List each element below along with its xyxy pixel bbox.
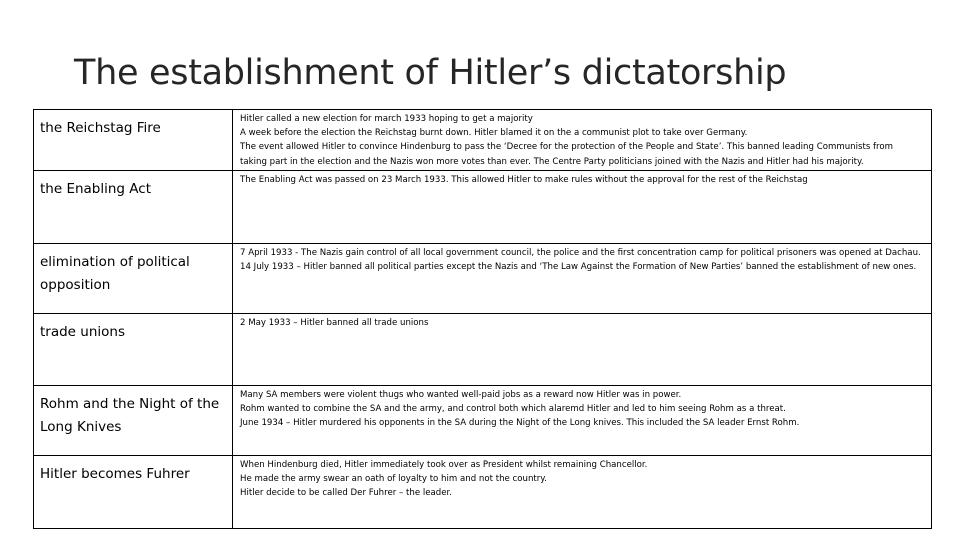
table-row	[34, 456, 932, 529]
detail-line: Many SA members were violent thugs who wanted well-paid jobs as a reward now Hitler was in power.	[240, 390, 682, 400]
slide-title: The establishment of Hitler’s dictatorship	[74, 53, 787, 93]
detail-cell	[233, 456, 932, 529]
detail-cell	[233, 314, 932, 386]
detail-line: Rohm wanted to combine the SA and the army, and control both which alaremd Hitler and led to him seeing Rohm as a threat.	[240, 404, 786, 415]
detail-line: When Hindenburg died, Hitler immediately took over as President whilst remaining Chancellor.	[240, 460, 648, 470]
topic-cell: Rohm and the Night of the Long Knives	[34, 386, 233, 456]
detail-cell	[233, 171, 932, 244]
notes-table-body	[34, 110, 932, 529]
detail-line: June 1934 – Hitler murdered his opponents in the SA during the Night of the Long knives. This included the SA leader Ernst Rohm.	[240, 418, 800, 429]
table-row	[34, 171, 932, 244]
topic-cell: the Reichstag Fire	[34, 110, 233, 171]
detail-cell	[233, 386, 932, 456]
detail-line: He made the army swear an oath of loyalty to him and not the country.	[240, 474, 547, 485]
topic-cell: Hitler becomes Fuhrer	[34, 456, 233, 529]
detail-line: taking part in the election and the Nazis won more votes than ever. The Centre Party politicians joined with the Nazis and Hitler had his majority.	[240, 156, 864, 167]
topic-cell: the Enabling Act	[34, 171, 233, 244]
table-row	[34, 386, 932, 456]
table-row	[34, 110, 932, 171]
detail-cell	[233, 244, 932, 314]
table-row	[34, 244, 932, 314]
detail-line: The Enabling Act was passed on 23 March 1933. This allowed Hitler to make rules without the approval for the rest of the Reichstag	[240, 175, 808, 185]
notes-table	[33, 109, 932, 529]
topic-cell: elimination of political opposition	[34, 244, 233, 314]
detail-line: 2 May 1933 – Hitler banned all trade unions	[240, 318, 429, 328]
detail-cell	[233, 110, 932, 171]
detail-line: A week before the election the Reichstag burnt down. Hitler blamed it on the a communist plot to take over Germany.	[240, 128, 748, 139]
detail-line: The event allowed Hitler to convince Hindenburg to pass the ‘Decree for the protection of the People and State’. This banned leading Communists from	[240, 142, 894, 153]
detail-line: Hitler called a new election for march 1933 hoping to get a majority	[240, 114, 533, 124]
topic-cell: trade unions	[34, 314, 233, 386]
table-row	[34, 314, 932, 386]
detail-line: 14 July 1933 – Hitler banned all political parties except the Nazis and ‘The Law Against the Formation of New Parties’ banned the establishment of new ones.	[240, 262, 917, 273]
detail-line: Hitler decide to be called Der Fuhrer – the leader.	[240, 488, 453, 499]
detail-line: 7 April 1933 - The Nazis gain control of all local government council, the police and the first concentration camp for political prisoners was opened at Dachau.	[240, 248, 921, 258]
